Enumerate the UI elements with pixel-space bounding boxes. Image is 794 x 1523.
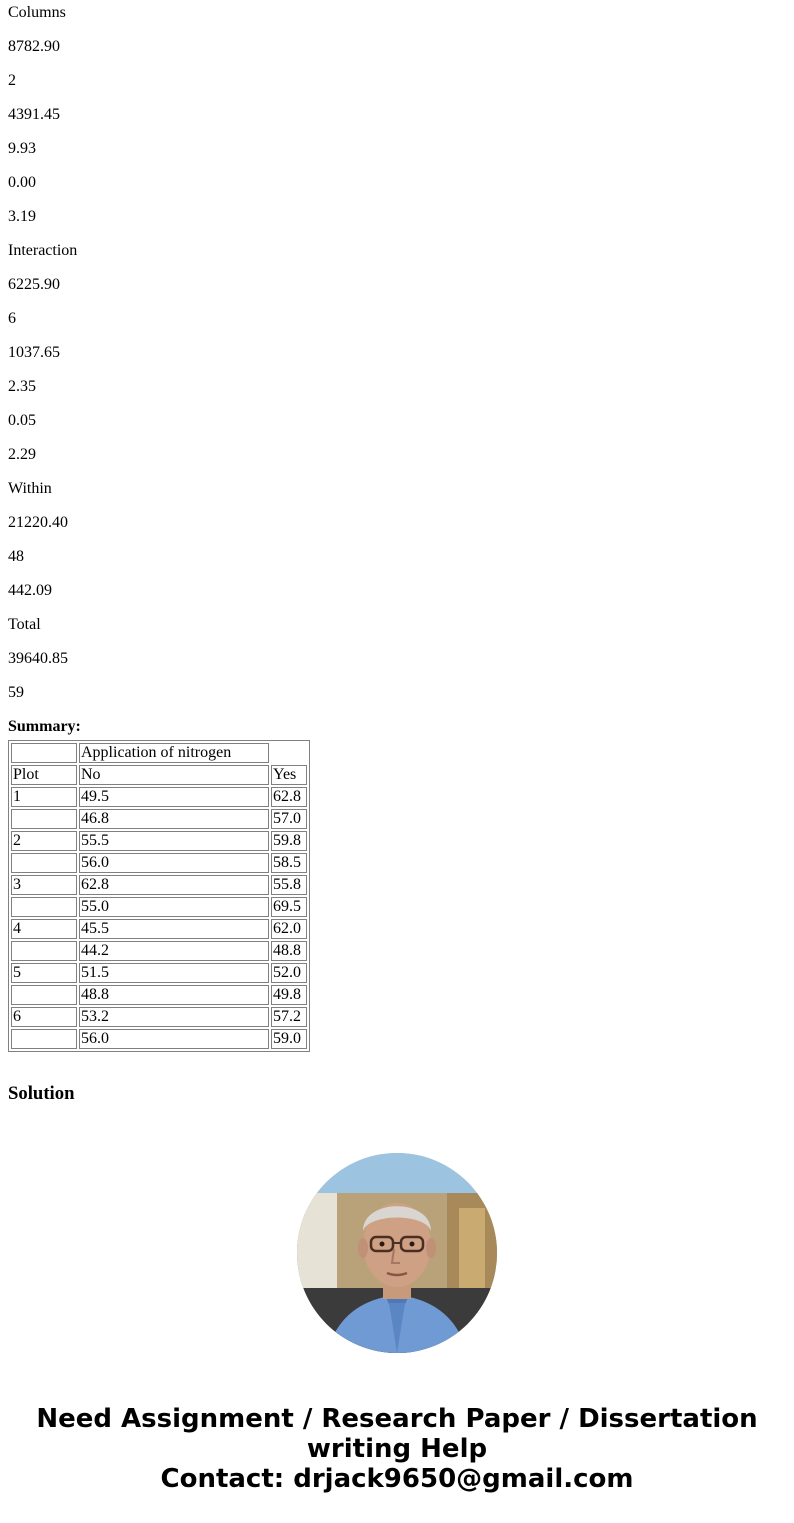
table-row <box>11 963 307 983</box>
yes-cell: 58.5 <box>271 853 307 873</box>
yes-cell: 62.0 <box>271 919 307 939</box>
yes-cell: 69.5 <box>271 897 307 917</box>
yes-cell: 49.8 <box>271 985 307 1005</box>
no-cell: 56.0 <box>79 853 269 873</box>
promo-line-3: Contact: drjack9650@gmail.com <box>160 1464 634 1494</box>
table-column-row <box>11 765 307 785</box>
anova-line: 6 <box>8 310 16 327</box>
column-header-yes: Yes <box>271 765 307 785</box>
anova-line: 6225.90 <box>8 276 60 293</box>
table-row <box>11 985 307 1005</box>
table-cell-empty <box>271 743 307 763</box>
table-row <box>11 1029 307 1049</box>
yes-cell: 52.0 <box>271 963 307 983</box>
no-cell: 51.5 <box>79 963 269 983</box>
plot-cell: 5 <box>11 963 77 983</box>
table-row <box>11 897 307 917</box>
yes-cell: 55.8 <box>271 875 307 895</box>
no-cell: 53.2 <box>79 1007 269 1027</box>
anova-line: 2.35 <box>8 378 36 395</box>
plot-cell <box>11 809 77 829</box>
anova-line: 4391.45 <box>8 106 60 123</box>
no-cell: 55.0 <box>79 897 269 917</box>
group-header-cell: Application of nitrogen <box>79 743 269 763</box>
anova-line: 442.09 <box>8 582 52 599</box>
promo-line-2: writing Help <box>306 1434 488 1464</box>
promo-line-1: Need Assignment / Research Paper / Dissertation <box>36 1404 758 1434</box>
table-row <box>11 787 307 807</box>
anova-line: Total <box>8 616 41 633</box>
yes-cell: 57.0 <box>271 809 307 829</box>
table-row <box>11 941 307 961</box>
no-cell: 46.8 <box>79 809 269 829</box>
anova-line: 9.93 <box>8 140 36 157</box>
plot-cell <box>11 985 77 1005</box>
column-header-plot: Plot <box>11 765 77 785</box>
yes-cell: 57.2 <box>271 1007 307 1027</box>
no-cell: 49.5 <box>79 787 269 807</box>
table-row <box>11 809 307 829</box>
yes-cell: 62.8 <box>271 787 307 807</box>
no-cell: 44.2 <box>79 941 269 961</box>
author-photo-icon <box>297 1153 497 1353</box>
yes-cell: 48.8 <box>271 941 307 961</box>
anova-line: Columns <box>8 4 66 21</box>
table-row <box>11 853 307 873</box>
no-cell: 55.5 <box>79 831 269 851</box>
plot-cell: 3 <box>11 875 77 895</box>
column-header-no: No <box>79 765 269 785</box>
yes-cell: 59.8 <box>271 831 307 851</box>
summary-label: Summary: <box>8 718 81 735</box>
no-cell: 48.8 <box>79 985 269 1005</box>
promo-text <box>0 1404 794 1494</box>
table-row <box>11 831 307 851</box>
anova-line: 0.05 <box>8 412 36 429</box>
no-cell: 62.8 <box>79 875 269 895</box>
plot-cell <box>11 941 77 961</box>
anova-line: 39640.85 <box>8 650 68 667</box>
table-row <box>11 919 307 939</box>
plot-cell <box>11 897 77 917</box>
anova-line: 8782.90 <box>8 38 60 55</box>
anova-line: 0.00 <box>8 174 36 191</box>
yes-cell: 59.0 <box>271 1029 307 1049</box>
anova-line: 48 <box>8 548 24 565</box>
anova-line: 21220.40 <box>8 514 68 531</box>
anova-line: 2.29 <box>8 446 36 463</box>
anova-lines <box>8 0 786 714</box>
anova-line: Interaction <box>8 242 78 259</box>
plot-cell <box>11 853 77 873</box>
plot-cell: 1 <box>11 787 77 807</box>
anova-line: 2 <box>8 72 16 89</box>
avatar <box>297 1153 497 1353</box>
table-cell-empty <box>11 743 77 763</box>
table-row <box>11 1007 307 1027</box>
table-header-row <box>11 743 307 763</box>
plot-cell: 6 <box>11 1007 77 1027</box>
anova-line: 3.19 <box>8 208 36 225</box>
anova-line: 1037.65 <box>8 344 60 361</box>
plot-cell: 2 <box>11 831 77 851</box>
plot-cell <box>11 1029 77 1049</box>
anova-line: 59 <box>8 684 24 701</box>
solution-heading: Solution <box>8 1083 75 1104</box>
anova-line: Within <box>8 480 52 497</box>
no-cell: 45.5 <box>79 919 269 939</box>
plot-cell: 4 <box>11 919 77 939</box>
document-body <box>8 0 786 1052</box>
no-cell: 56.0 <box>79 1029 269 1049</box>
table-row <box>11 875 307 895</box>
summary-table <box>8 740 310 1052</box>
